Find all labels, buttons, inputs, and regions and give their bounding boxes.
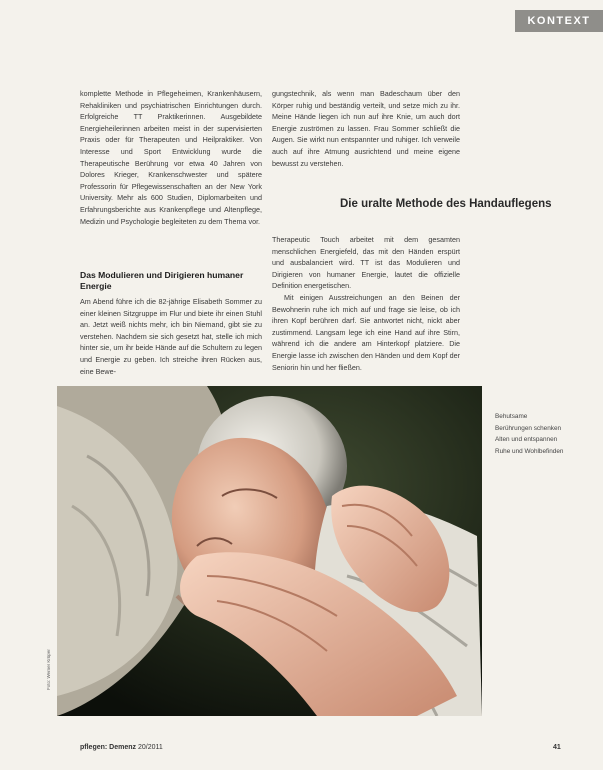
journal-name: pflegen: Demenz xyxy=(80,744,137,751)
photo-caption: Behutsame Berührungen schenken Alten und entspannen Ruhe und Wohlbefinden xyxy=(495,413,564,455)
article-photo xyxy=(57,386,482,716)
body-paragraph: gungstechnik, als wenn man Badeschaum über den Körper ruhig und beständig verteilt, und setze mich zu ihr. Meine Hände liegen ich nun auf ihre Knie, um auch dort Energie zuströmen zu lassen. Frau Sommer schließt die Augen. Sie wirkt nun entspannter und ruhiger. Ich verweile auch auf ihre Atmung ausrichtend und meine eigene bewusst zu verstehen. xyxy=(272,89,460,168)
footer-journal xyxy=(80,744,163,751)
right-column-text-2 xyxy=(272,234,460,373)
body-paragraph: Therapeutic Touch arbeitet mit dem gesamten menschlichen Energiefeld, das mit den Händen erspürt und ausbalanciert wird. TT ist das Modulieren und Dirigieren von humaner Energie, lautet die offizielle Definition energetischen. xyxy=(272,235,460,291)
page-number: 41 xyxy=(553,744,561,751)
issue-number: 20/2011 xyxy=(137,744,163,751)
body-paragraph: komplette Methode in Pflegeheimen, Krankenhäusern, Rehakliniken und psychiatrischen Einrichtungen durch. Erfolgreiche TT Praktikerinnen. Ausgebildete Energieheilerinnen arbeiten meist in der supervisierten Praxis oder für Therapeuten und Heilpraktiker. Von Interesse und Sport Entwicklung wurde die Therapeutische Berührung vor etwa 40 Jahren von Dolores Krieger, Krankenschwester und spätere Professorin für Pflegewissenschaften an der New York University. Mehr als 600 Studien, Diplomarbeiten und Erfahrungsberichte aus Krankenpflege und Altenpflege, Medizin und Psychologie begleiteten zu dem Thema vor. xyxy=(80,89,262,226)
section-tab: KONTEXT xyxy=(515,10,603,32)
left-column-text-2 xyxy=(80,296,262,377)
body-paragraph: Mit einigen Ausstreichungen an den Beinen der Bewohnerin ruhe ich mich auf und frage sie leise, ob ich ihren Kopf berühren darf. Sie antwortet nicht, nickt aber zustimmend. Langsam lege ich eine Hand auf ihre Stirn, während ich die andere am Hinterkopf platziere. Die Energie lasse ich zwischen den Händen und dem Kopf der Seniorin hin und her fließen. xyxy=(272,292,460,372)
body-paragraph: Am Abend führe ich die 82-jährige Elisabeth Sommer zu einer kleinen Sitzgruppe im Flur und biete ihr einen Stuhl an. Jetzt weiß nichts mehr, ich bin Niemand, gibt sie zu verstehen. Nachdem sie sich gesetzt hat, stelle ich mich hinter sie, um ihr beide Hände auf die Schultern zu legen und Energie zu geben. Ich streiche ihren Rücken aus, eine Bewe- xyxy=(80,297,262,376)
section-title: Die uralte Methode des Handauflegens xyxy=(340,198,552,210)
subheading: Das Modulieren und Dirigieren humaner Energie xyxy=(80,270,244,291)
left-column-text xyxy=(80,88,262,227)
photo-credit: Foto: Werner Krüper xyxy=(46,649,51,690)
right-column-text xyxy=(272,88,460,169)
